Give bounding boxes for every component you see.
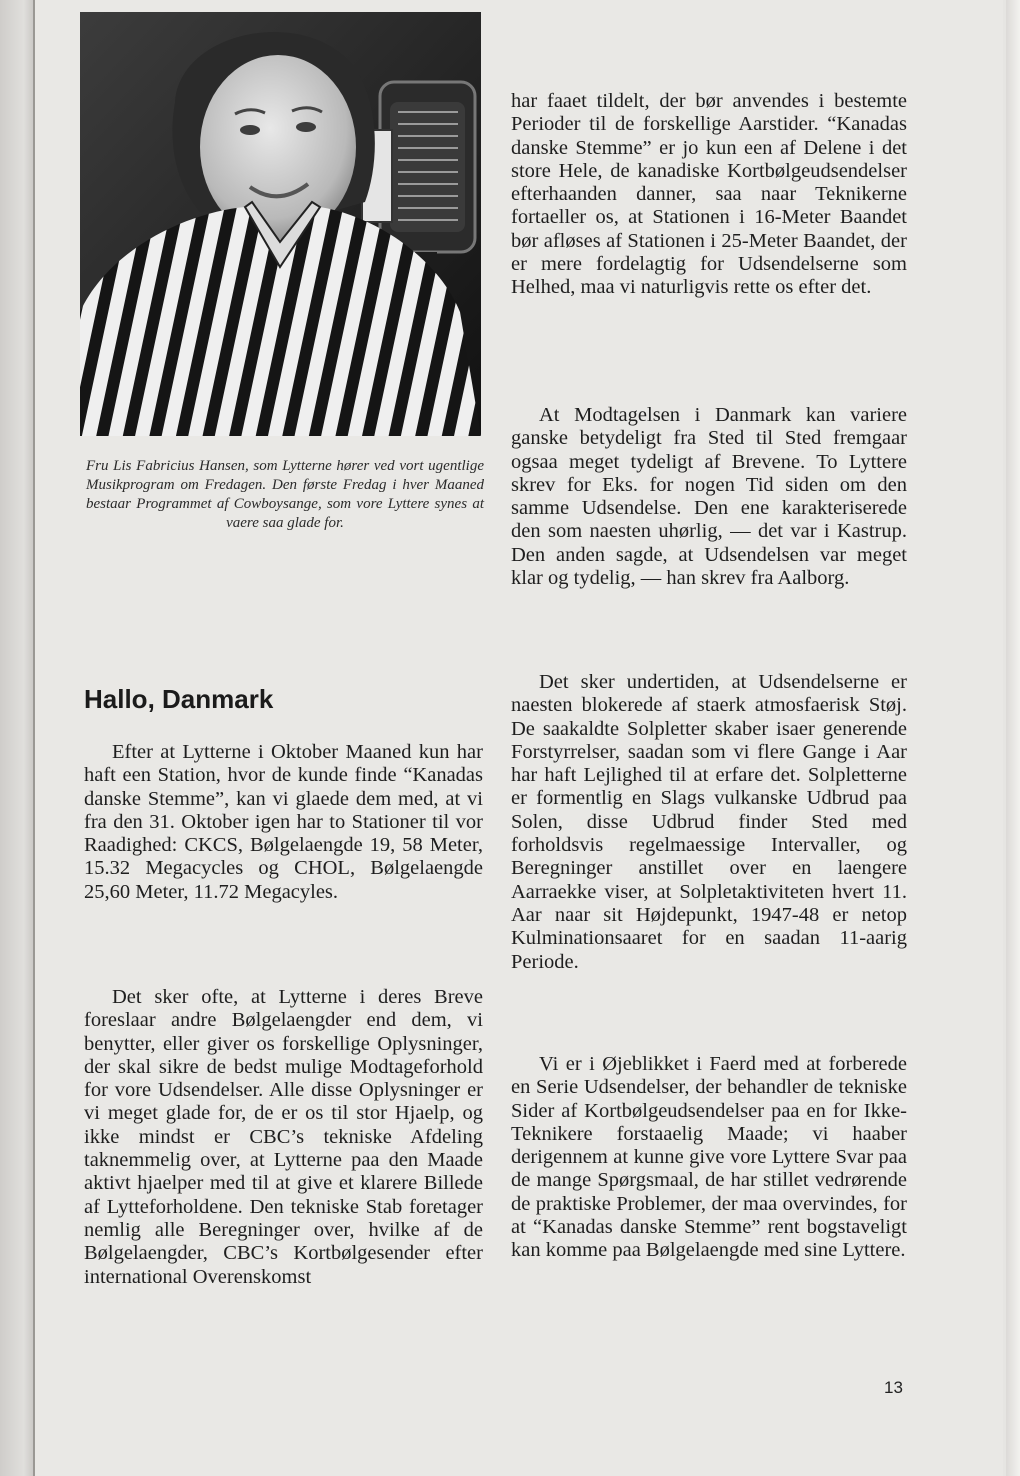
photo-caption	[86, 457, 484, 533]
paragraph: At Modtagelsen i Danmark kan variere ganske betydeligt fra Sted til Sted fremgaar ogsaa meget tydeligt af Brevene. To Lyttere skrev for Eks. for nogen Tid siden om den samme Udsendelse. Den ene karakteriserede den som naesten uhørlig, — det var i Kastrup. Den anden sagde, at Udsendelsen var meget klar og tydelig, — han skrev fra Aalborg.	[511, 404, 907, 590]
left-column-block-2	[84, 986, 483, 1289]
paragraph: Det sker undertiden, at Udsendelserne er naesten blokerede af staerk atmosfaerisk Støj. De saakaldte Solpletter skaber isaer generende Forstyrrelser, saadan som vi flere Gange i Aar har haft Lejlighed til at erfare det. Solpletterne er formentlig en Slags vulkanske Udbrud paa Solen, disse Udbrud finder Sted med forholdsvis regelmaessige Intervaller, og Beregninger anstillet over en laengere Aarraekke viser, at Solpletaktiviteten hvert 11. Aar naar sit Højdepunkt, 1947-48 er netop Kulminationsaaret for en saadan 11-aarig Periode.	[511, 671, 907, 973]
paragraph: Efter at Lytterne i Oktober Maaned kun har haft een Station, hvor de kunde finde “Kanadas danske Stemme”, kan vi glaede dem med, at vi fra den 31. Oktober igen har to Stationer til vor Raadighed: CKCS, Bølgelaengde 19, 58 Meter, 15.32 Megacycles og CHOL, Bølgelaengde 25,60 Meter, 11.72 Megacyles.	[84, 741, 483, 903]
paragraph: Det sker ofte, at Lytterne i deres Breve foreslaar andre Bølgelaengder end dem, vi benytter, eller giver os forskellige Oplysninger, der skal sikre de bedst mulige Modtageforhold for vore Udsendelser. Alle disse Oplysninger er vi meget glade for, de er os til stor Hjaelp, og ikke mindst er CBC’s tekniske Afdeling taknemmelig over, at Lytterne paa den Maade aktivt hjaelper med til at give et klarere Billede af Lytteforholdene. Den tekniske Stab foretager nemlig alle Beregninger over, hvilke af de Bølgelaengder, CBC’s Kortbølgesender efter international Overenskomst	[84, 986, 483, 1288]
page-edge	[1006, 0, 1020, 1476]
paragraph: Vi er i Øjeblikket i Faerd med at forberede en Serie Udsendelser, der behandler de tekniske Sider af Kortbølgeudsendelser paa en for Ikke-Teknikere forstaaelig Maade; vi haaber derigennem at kunne give vore Lyttere Svar paa de mange Spørgsmaal, de har stillet vedrørende de praktiske Problemer, der maa overvindes, for at “Kanadas danske Stemme” rent bogstaveligt kan komme paa Bølgelaengde med sine Lyttere.	[511, 1053, 907, 1262]
article-title: Hallo, Danmark	[84, 684, 274, 714]
page-number: 13	[884, 1378, 903, 1397]
portrait-illustration	[80, 12, 481, 436]
right-column-block-4	[511, 1053, 907, 1263]
paragraph: har faaet tildelt, der bør anvendes i bestemte Perioder til de forskellige Aarstider. “Kanadas danske Stemme” er jo kun een af Delene i det store Hele, de kanadiske Kortbølgeudsendelser efterhaanden danner, saa naar Teknikerne fortaeller os, at Stationen i 16-Meter Baandet bør afløses af Stationen i 25-Meter Baandet, der er mere fordelagtig for Udsendelserne som Helhed, maa vi naturligvis rette os efter det.	[511, 90, 907, 299]
left-column-block-1	[84, 741, 483, 904]
right-column-block-1	[511, 90, 907, 300]
photo-portrait	[80, 12, 481, 436]
right-column-block-3	[511, 671, 907, 974]
caption-text: Fru Lis Fabricius Hansen, som Lytterne hører ved vort ugentlige Musikprogram om Fredagen. Den første Fredag i hver Maaned bestaar Programmet af Cowboysange, som vore Lyttere synes at vaere saa glade for.	[86, 458, 484, 531]
binding-gutter	[0, 0, 34, 1476]
right-column-block-2	[511, 404, 907, 590]
